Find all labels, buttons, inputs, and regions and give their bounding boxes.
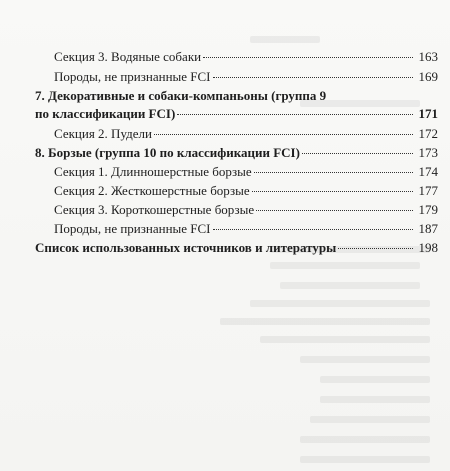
toc-entry[interactable]: [54, 221, 438, 236]
toc-entry-page: 179: [418, 202, 438, 217]
toc-entry[interactable]: [54, 126, 438, 141]
toc-entry[interactable]: [35, 106, 438, 121]
toc-chapter-title-line1[interactable]: 7. Декоративные и собаки-компаньоны (группа 9: [35, 88, 327, 103]
dot-leader: [213, 77, 413, 78]
toc-entry-page: 173: [418, 145, 438, 160]
toc-entry-title: Секция 1. Длинношерстные борзые: [54, 164, 252, 179]
dot-leader: [213, 229, 413, 230]
dot-leader: [154, 134, 413, 135]
toc-entry[interactable]: [54, 183, 438, 198]
dot-leader: [203, 57, 413, 58]
toc-entry[interactable]: [35, 145, 438, 160]
toc-entry-title: Секция 2. Пудели: [54, 126, 152, 141]
toc-entry-page: 198: [418, 240, 438, 255]
toc-entry-page: 177: [418, 183, 438, 198]
toc-entry-title: Породы, не признанные FCI: [54, 69, 211, 84]
toc-entry[interactable]: [54, 164, 438, 179]
dot-leader: [177, 114, 413, 115]
dot-leader: [338, 248, 413, 249]
toc-entry-title: Список использованных источников и литературы: [35, 240, 337, 255]
toc-entry[interactable]: [54, 202, 438, 217]
toc-entry-page: 172: [418, 126, 438, 141]
dot-leader: [252, 191, 413, 192]
toc-entry-page: 169: [418, 69, 438, 84]
toc-entry[interactable]: [35, 240, 438, 255]
dot-leader: [256, 210, 413, 211]
dot-leader: [302, 153, 413, 154]
toc-entry-page: 174: [418, 164, 438, 179]
toc-entry[interactable]: [54, 49, 438, 64]
toc-entry-title: Секция 3. Водяные собаки: [54, 49, 202, 64]
toc-entry-page: 171: [418, 106, 438, 121]
toc-entry-page: 187: [418, 221, 438, 236]
toc-entry-title: по классификации FCI): [35, 106, 176, 121]
toc-entry-page: 163: [418, 49, 438, 64]
dot-leader: [254, 172, 413, 173]
toc-entry-title: Секция 2. Жесткошерстные борзые: [54, 183, 250, 198]
toc-entry-title: Секция 3. Короткошерстные борзые: [54, 202, 255, 217]
toc-entry[interactable]: [54, 69, 438, 84]
toc-entry-title: Породы, не признанные FCI: [54, 221, 211, 236]
toc-entry-title: 8. Борзые (группа 10 по классификации FCI): [35, 145, 300, 160]
